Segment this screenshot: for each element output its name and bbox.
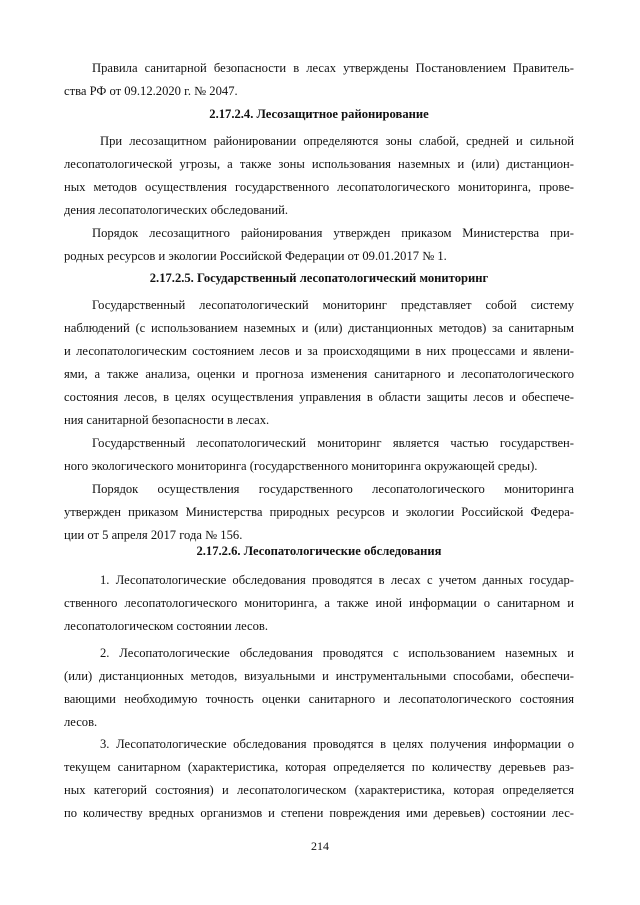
text-line: по количеству вредных организмов и степени повреждения ими деревьев) состоянии лес- <box>64 806 574 820</box>
paragraph-item-2 <box>64 642 574 734</box>
text-line: наблюдений (с использованием наземных и (или) дистанционных методов) за санитарным <box>64 321 574 335</box>
text-line: ства РФ от 09.12.2020 г. № 2047. <box>64 84 238 98</box>
text-line: Порядок осуществления государственного лесопатологического мониторинга <box>92 482 574 496</box>
page-number: 214 <box>311 839 329 853</box>
heading-text: 2.17.2.4. Лесозащитное районирование <box>209 107 429 121</box>
text-line: родных ресурсов и экологии Российской Федерации от 09.01.2017 № 1. <box>64 249 447 263</box>
text-line: ных методов осуществления государственного лесопатологического мониторинга, прове- <box>64 180 574 194</box>
text-line: ных категорий состояния) и лесопатологическом (характеристика, которая определяется <box>64 783 574 797</box>
text-line: Правила санитарной безопасности в лесах утверждены Постановлением Правитель- <box>92 61 574 75</box>
text-line: лесов. <box>64 715 98 729</box>
text-line: дения лесопатологических обследований. <box>64 203 289 217</box>
paragraph-item-3 <box>64 733 574 825</box>
text-line: При лесозащитном районировании определяются зоны слабой, средней и сильной <box>100 134 574 148</box>
text-line: 3. Лесопатологические обследования проводятся в целях получения информации о <box>100 737 574 751</box>
section-heading <box>64 540 574 563</box>
text-line: лесопатологической угрозы, а также зоны использования наземных и (или) дистанцион- <box>64 157 574 171</box>
text-line: состояния лесов, в целях осуществления управления в области защиты лесов и обеспече- <box>64 390 574 404</box>
section-heading <box>64 103 574 126</box>
text-line: вающими необходимую точность оценки санитарного и лесопатологического состояния <box>64 692 574 706</box>
paragraph-monitoring-part <box>64 432 574 478</box>
text-line: и лесопатологическим состоянием лесов и за происходящими в них процессами и явлени- <box>64 344 574 358</box>
paragraph-zoning <box>64 130 574 222</box>
text-line: Государственный лесопатологический мониторинг представляет собой систему <box>92 298 574 312</box>
text-line: ственного лесопатологического мониторинга, а также иной информации о санитарном и <box>64 596 574 610</box>
text-line: (или) дистанционных методов, визуальными и инструментальными способами, обеспечи- <box>64 669 574 683</box>
text-line: ции от 5 апреля 2017 года № 156. <box>64 528 243 542</box>
text-line: утвержден приказом Министерства природных ресурсов и экологии Российской Федера- <box>64 505 574 519</box>
text-line: Государственный лесопатологический мониторинг является частью государствен- <box>92 436 574 450</box>
paragraph-item-1 <box>64 569 574 638</box>
text-line: ния санитарной безопасности в лесах. <box>64 413 270 427</box>
paragraph-rules <box>64 57 574 103</box>
text-line: 1. Лесопатологические обследования проводятся в лесах с учетом данных государ- <box>100 573 574 587</box>
heading-text: 2.17.2.6. Лесопатологические обследования <box>196 544 442 558</box>
text-line: ями, а также анализа, оценки и прогноза изменения санитарного и лесопатологического <box>64 367 574 381</box>
paragraph-monitoring-order <box>64 478 574 547</box>
text-line: Порядок лесозащитного районирования утвержден приказом Министерства при- <box>92 226 574 240</box>
paragraph-monitoring <box>64 294 574 432</box>
paragraph-zoning-order <box>64 222 574 268</box>
section-heading <box>64 267 574 290</box>
text-line: 2. Лесопатологические обследования проводятся с использованием наземных и <box>100 646 574 660</box>
text-line: текущем санитарном (характеристика, которая определяется по количеству деревьев раз- <box>64 760 574 774</box>
text-line: ного экологического мониторинга (государственного мониторинга окружающей среды). <box>64 459 538 473</box>
heading-text: 2.17.2.5. Государственный лесопатологический мониторинг <box>149 271 489 285</box>
text-line: лесопатологическом состоянии лесов. <box>64 619 269 633</box>
